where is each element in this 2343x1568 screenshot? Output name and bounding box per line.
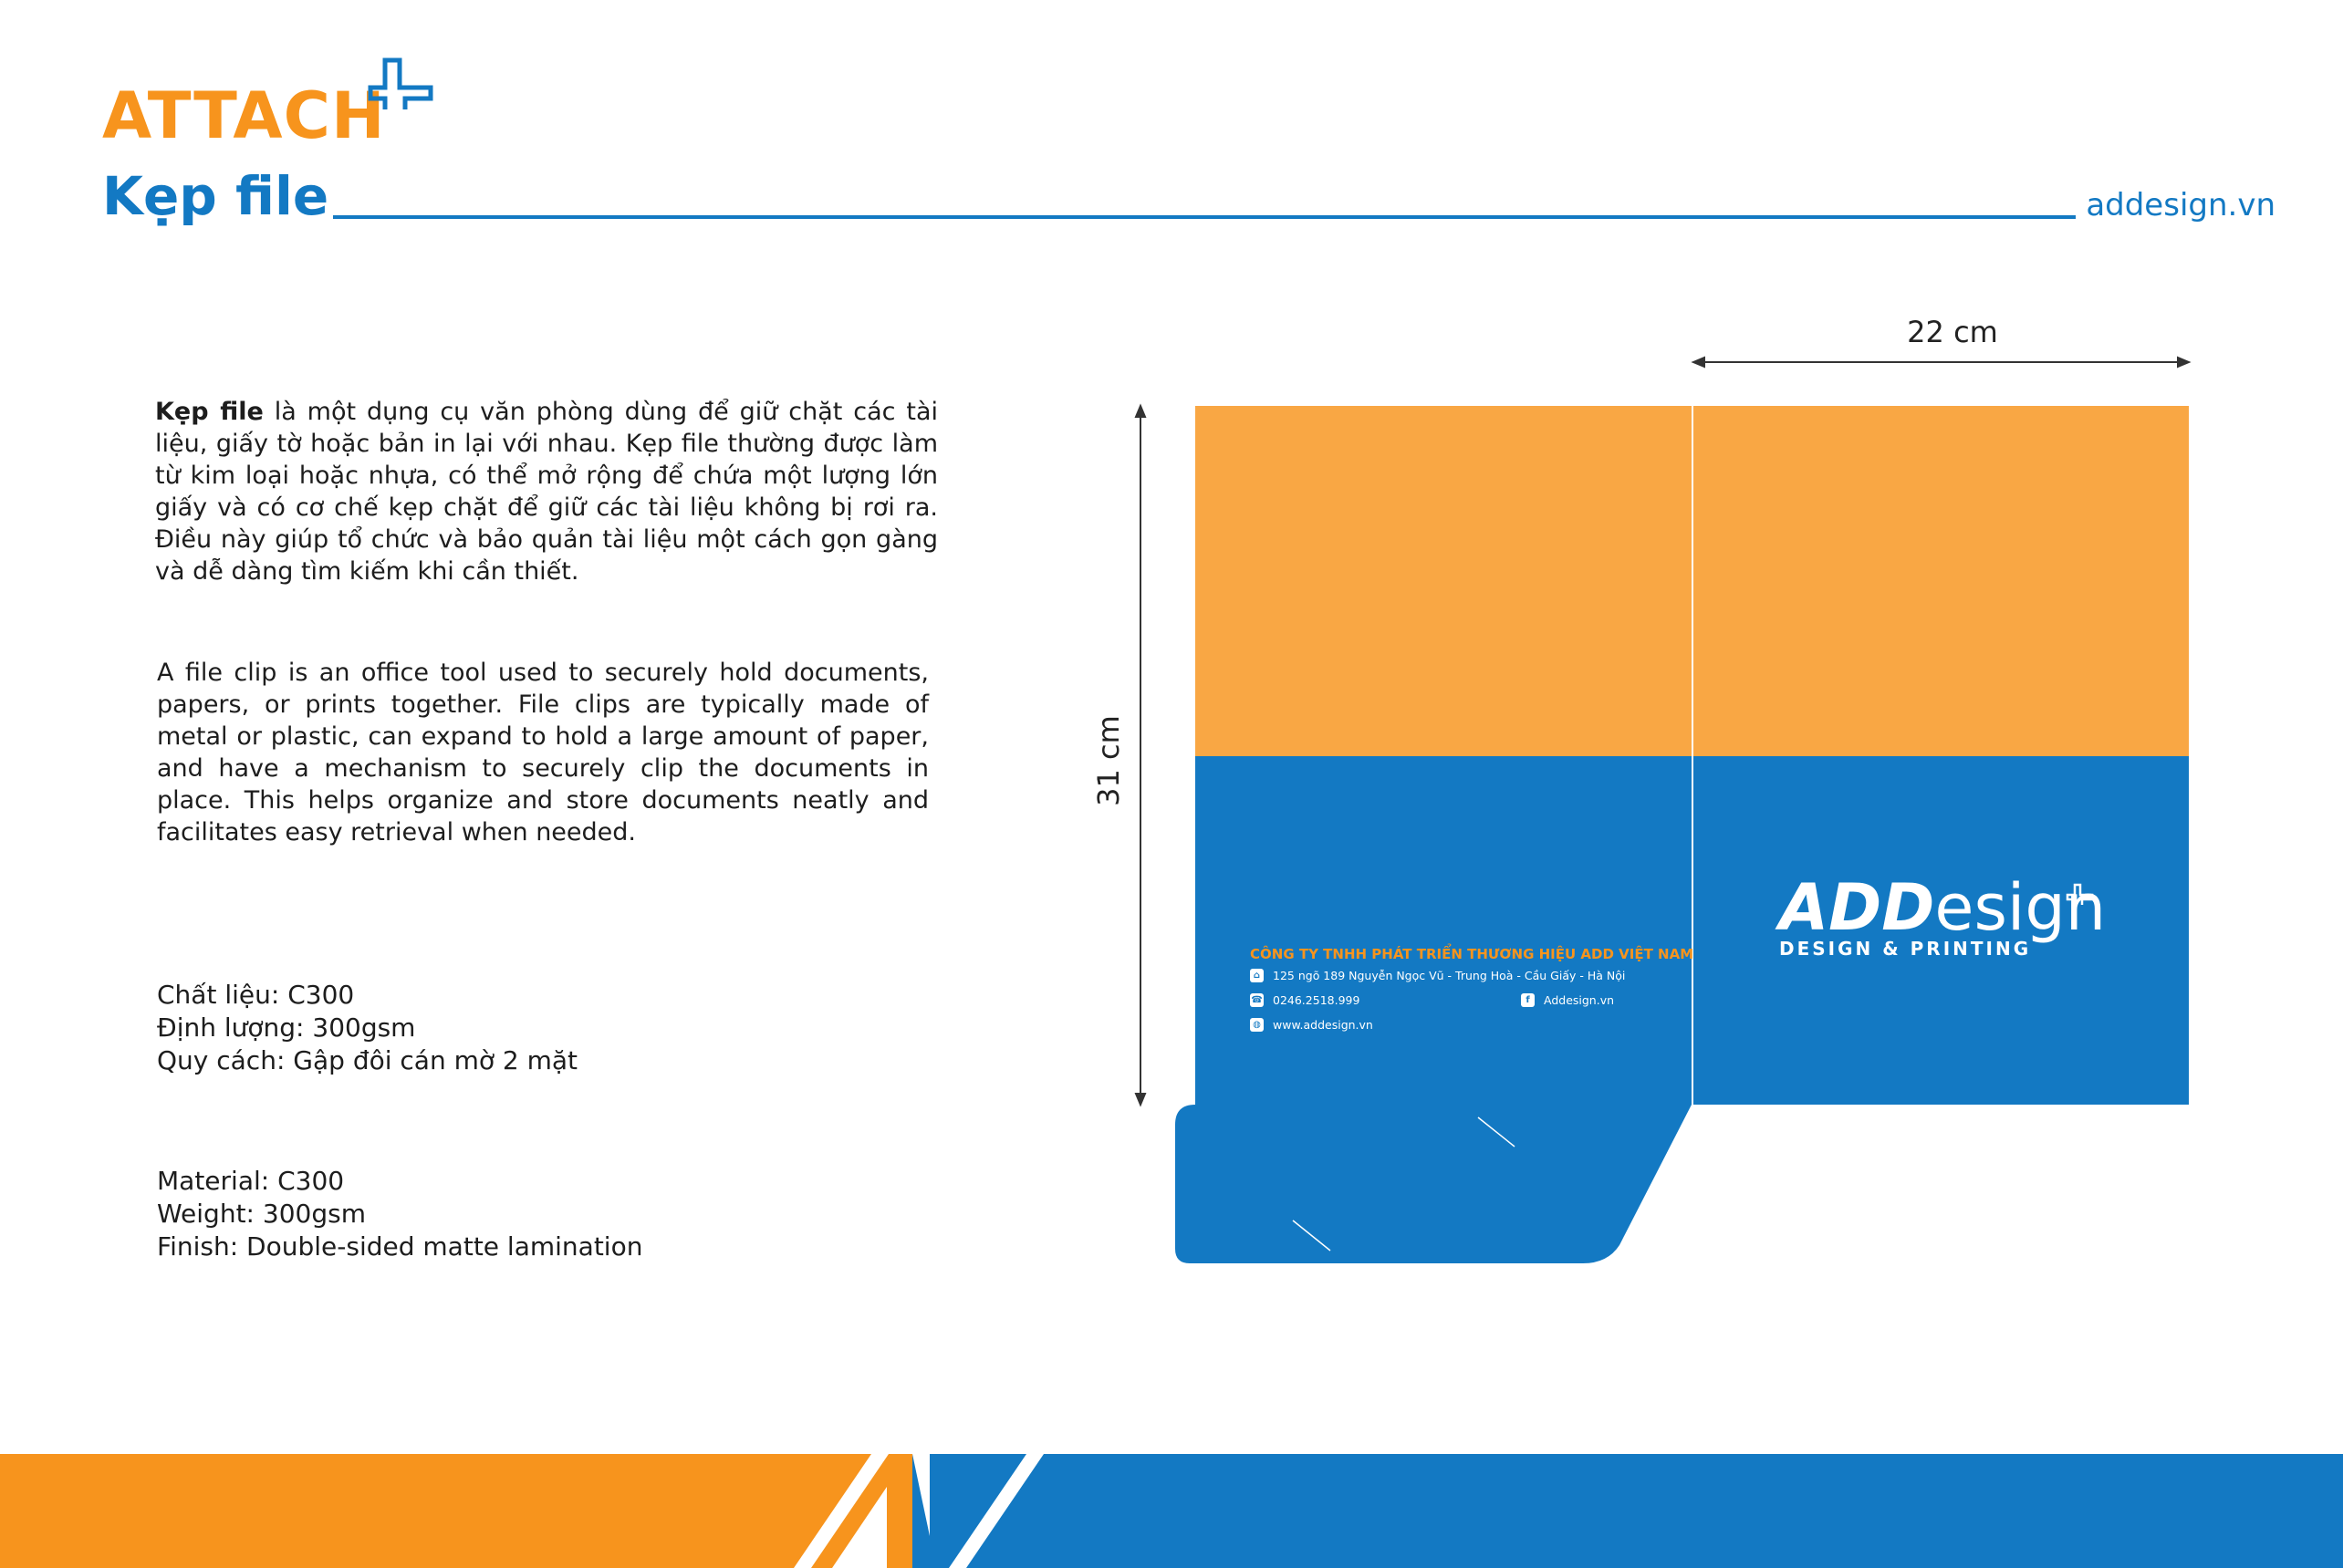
folder-top-right-panel xyxy=(1693,406,2189,756)
facebook-icon: f xyxy=(1521,993,1535,1007)
phone-icon: ☎ xyxy=(1251,995,1263,1005)
folder-top-left-panel xyxy=(1195,406,1692,756)
spec-weight-vi: Định lượng: 300gsm xyxy=(157,1012,416,1043)
addesign-logo xyxy=(1779,870,2107,960)
page-title: Kẹp file xyxy=(102,165,329,227)
folder-bottom-left-panel xyxy=(1195,756,1692,1105)
logo-wordmark-rest: esign xyxy=(1934,870,2107,945)
brand-attach: ATTACH xyxy=(102,78,386,153)
address-text: 125 ngõ 189 Nguyễn Ngọc Vũ - Trung Hoà - Cầu Giấy - Hà Nội xyxy=(1273,969,1626,982)
spec-finish-vi: Quy cách: Gập đôi cán mờ 2 mặt xyxy=(157,1045,578,1075)
spec-weight-en: Weight: 300gsm xyxy=(157,1199,366,1229)
spec-finish-en: Finish: Double-sided matte lamination xyxy=(157,1231,643,1262)
description-vi-text: là một dụng cụ văn phòng dùng để giữ chặt các tài liệu, giấy tờ hoặc bản in lại với nhau. Kẹp file thường được làm từ kim loại hoặc nhựa, có thể mở rộng để chứa một lượng lớn giấy và có cơ chế kẹp chặt để giữ các tài liệu không bị rơi ra. Điều này giúp tổ chức và bảo quản tài liệu một cách gọn gàng và dễ dàng tìm kiếm khi cần thiết. xyxy=(155,398,938,586)
logo-tagline: DESIGN & PRINTING xyxy=(1779,938,2032,960)
folder-pocket-flap xyxy=(1168,1099,1715,1282)
spec-material-en: Material: C300 xyxy=(157,1166,345,1196)
english-description: A file clip is an office tool used to securely hold documents, papers, or prints together. File clips are typically made of metal or plastic, can expand to hold a large amount of paper, and have a mechanism to securely clip the documents in place. This helps organize and store documents neatly and facilitates easy retrieval when needed. xyxy=(157,659,929,846)
globe-icon: ◍ xyxy=(1250,1018,1264,1032)
width-dimension-label: 22 cm xyxy=(1907,315,1998,349)
footer-av-mark xyxy=(785,1454,1058,1568)
company-facebook xyxy=(1521,993,1614,1007)
phone-text: 0246.2518.999 xyxy=(1273,993,1360,1007)
logo-wordmark xyxy=(1779,870,2107,945)
facebook-text: Addesign.vn xyxy=(1544,993,1615,1007)
site-url-link[interactable]: addesign.vn xyxy=(2086,187,2275,223)
company-website xyxy=(1250,1018,1373,1032)
footer-blue-band xyxy=(912,1454,2343,1568)
company-phone xyxy=(1250,993,1359,1007)
logo-plus-icon xyxy=(2064,883,2095,914)
spec-material-vi: Chất liệu: C300 xyxy=(157,980,355,1010)
logo-wordmark-bold: ADD xyxy=(1779,870,1935,945)
company-address xyxy=(1250,969,1625,982)
folder-fold-line xyxy=(1692,406,1693,1105)
website-text: www.addesign.vn xyxy=(1273,1018,1373,1032)
description-term: Kẹp file xyxy=(155,398,264,426)
company-name: CÔNG TY TNHH PHÁT TRIỂN THƯƠNG HIỆU ADD VIỆT NAM xyxy=(1250,946,1694,962)
location-icon: ⌂ xyxy=(1250,969,1264,982)
footer-orange-band xyxy=(0,1454,912,1568)
height-dimension-label: 31 cm xyxy=(1091,715,1126,806)
